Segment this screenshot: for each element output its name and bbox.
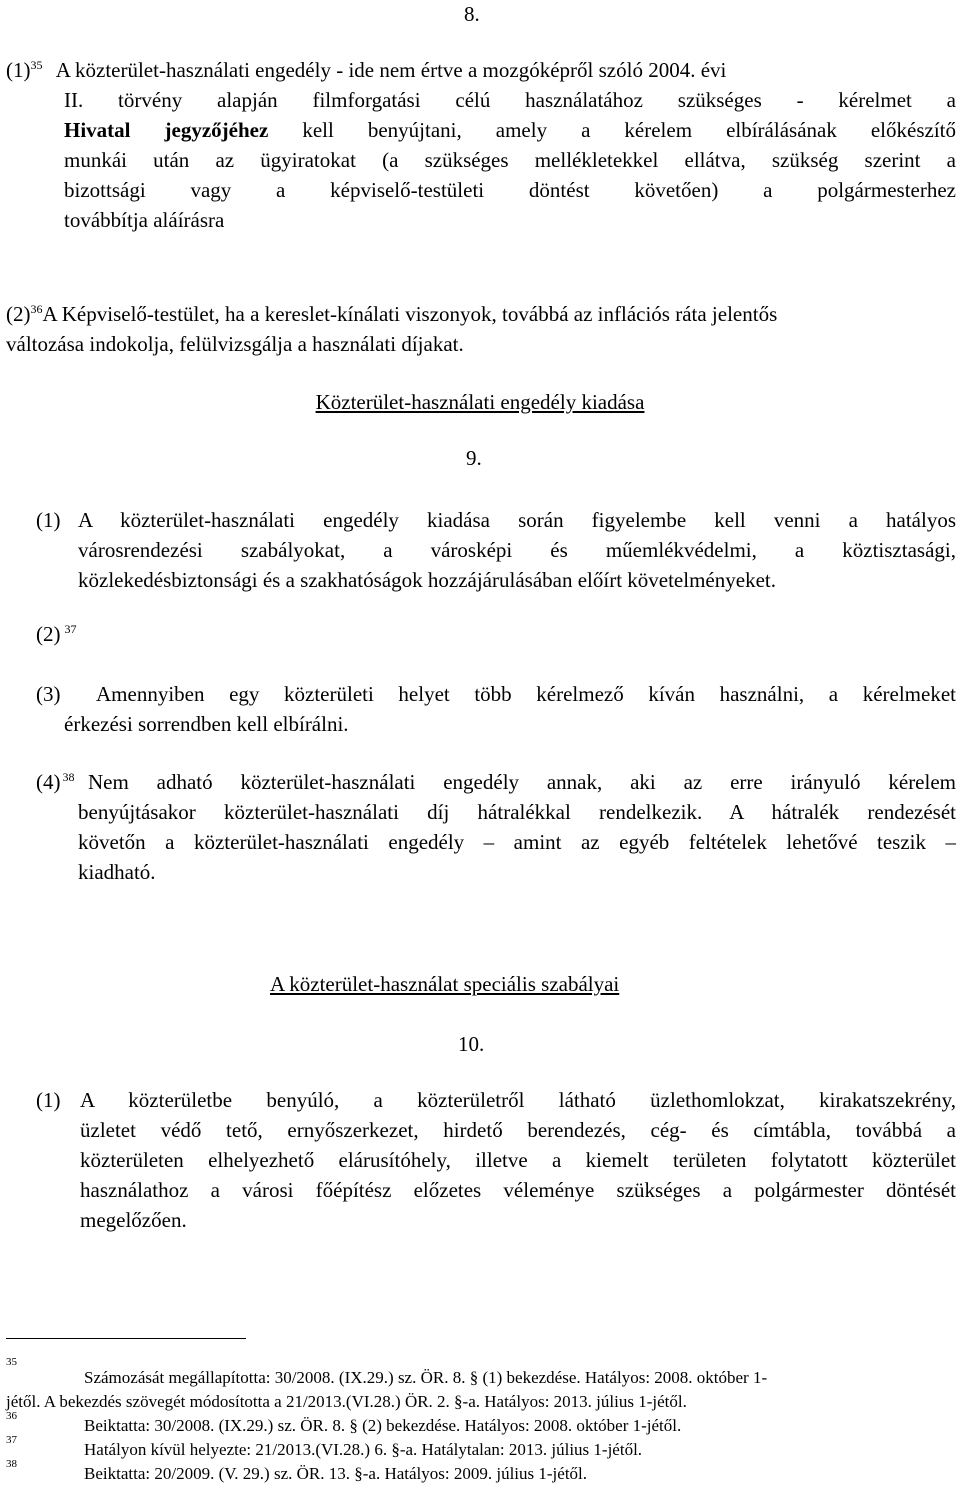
footnote-ref-37: 37 — [64, 622, 77, 636]
footnote-text: Beiktatta: 20/2009. (V. 29.) sz. ÖR. 13. §-a. Hatályos: 2009. július 1-jétől. — [84, 1464, 588, 1483]
s9-p1-line3: közlekedésbiztonsági és a szakhatóságok hozzájárulásában előírt követelményeket. — [78, 568, 776, 592]
section-10-number: 10. — [458, 1032, 485, 1056]
footnote-ref-38: 38 — [62, 770, 75, 784]
s9-p2-line — [36, 620, 77, 649]
s9-p4-lead — [36, 768, 75, 797]
s9-p1-line2: városrendezési szabályokat, a városképi és műemlékvédelmi, a köztisztasági, — [78, 538, 956, 562]
s9-p3-line2: érkezési sorrendben kell elbírálni. — [64, 712, 349, 736]
footnote-number: 37 — [6, 1434, 17, 1446]
footnote-ref-35: 35 — [30, 58, 43, 72]
footnote-number: 35 — [6, 1356, 17, 1368]
s10-p1-line2: üzletet védő tető, ernyőszerkezet, hirdető berendezés, cég- és címtábla, továbbá a — [80, 1118, 956, 1142]
footnote-ref-36: 36 — [30, 302, 43, 316]
footnote-text-cont: jétől. A bekezdés szövegét módosította a 21/2013.(VI.28.) ÖR. 2. §-a. Hatályos: 2013. július 1-jétől. — [6, 1392, 687, 1411]
s10-p1-label: (1) — [36, 1088, 61, 1112]
s9-p1-line1: A közterület-használati engedély kiadása során figyelembe kell venni a hatályos — [78, 508, 956, 532]
s8-p1-line6: továbbítja aláírásra — [64, 208, 225, 232]
section-9-number: 9. — [466, 446, 482, 470]
s8-p1-line3: Hivatal jegyzőjéhez kell benyújtani, amely a kérelem elbírálásának előkészítő — [64, 118, 956, 142]
s9-p3-line1: Amennyiben egy közterületi helyet több kérelmező kíván használni, a kérelmeket — [96, 682, 956, 706]
hivatal-jegyzo-bold: Hivatal jegyzőjéhez — [64, 118, 269, 142]
s8-p2-line1: $(2)^{36}A$ Képviselő-testület, ha a kereslet-kínálati viszonyok, továbbá az inflációs ráta jelentős — [6, 302, 778, 326]
section-8-number: 8. — [464, 2, 480, 26]
s10-p1-line1: A közterületbe benyúló, a közterületről látható üzlethomlokzat, kirakatszekrény, — [80, 1088, 956, 1112]
section-10-heading: A közterület-használat speciális szabályai — [270, 972, 620, 996]
s10-p1-line4: használathoz a városi főépítész előzetes véleménye szükséges a polgármester döntését — [80, 1178, 956, 1202]
footnote-number: 36 — [6, 1410, 17, 1422]
footnote-text: Beiktatta: 30/2008. (IX.29.) sz. ÖR. 8. § (2) bekezdése. Hatályos: 2008. október 1-jétől. — [84, 1416, 682, 1435]
s9-p4-line4: kiadható. — [78, 860, 156, 884]
s8-p1-label: (1) — [6, 58, 31, 82]
footnote-separator — [6, 1338, 246, 1339]
s10-p1-line5: megelőzően. — [80, 1208, 187, 1232]
s8-p2-line2: változása indokolja, felülvizsgálja a használati díjakat. — [6, 332, 464, 356]
footnote-number: 38 — [6, 1458, 17, 1470]
s10-p1-line3: közterületen elhelyezhető elárusítóhely, illetve a kiemelt területen folytatott közterület — [80, 1148, 956, 1172]
section-9-heading: Közterület-használati engedély kiadása — [315, 390, 645, 414]
footnote-text: Hatályon kívül helyezte: 21/2013.(VI.28.) 6. §-a. Hatálytalan: 2013. július 1-jétől. — [84, 1440, 643, 1459]
s9-p4-line2: benyújtásakor közterület-használati díj hátralékkal rendelkezik. A hátralék rendezését — [78, 800, 956, 824]
s9-p3-label: (3) — [36, 682, 61, 706]
s9-p2-label: (2) — [36, 622, 61, 646]
s8-p1-line4: munkái után az ügyiratokat (a szükséges mellékletekkel ellátva, szükség szerint a — [64, 148, 956, 172]
s9-p4-label: (4) — [36, 770, 61, 794]
s9-p4-line1: Nem adható közterület-használati engedély annak, aki az erre irányuló kérelem — [88, 770, 956, 794]
s8-p2-label: (2) — [6, 302, 31, 326]
s9-p4-line3: követőn a közterület-használati engedély – amint az egyéb feltételek lehetővé teszik – — [78, 830, 956, 854]
footnote-text: Számozását megállapította: 30/2008. (IX.29.) sz. ÖR. 8. § (1) bekezdése. Hatályos: 2008. október 1- — [84, 1368, 768, 1387]
s9-p1-label: (1) — [36, 508, 61, 532]
s8-p1-line1: $(1)^{35}$ A közterület-használati engedély - ide nem értve a mozgóképről szóló 2004. évi — [6, 58, 727, 82]
s8-p1-line5: bizottsági vagy a képviselő-testületi döntést követően) a polgármesterhez — [64, 178, 956, 202]
s8-p1-line2: II. törvény alapján filmforgatási célú használatához szükséges - kérelmet a — [64, 88, 956, 112]
